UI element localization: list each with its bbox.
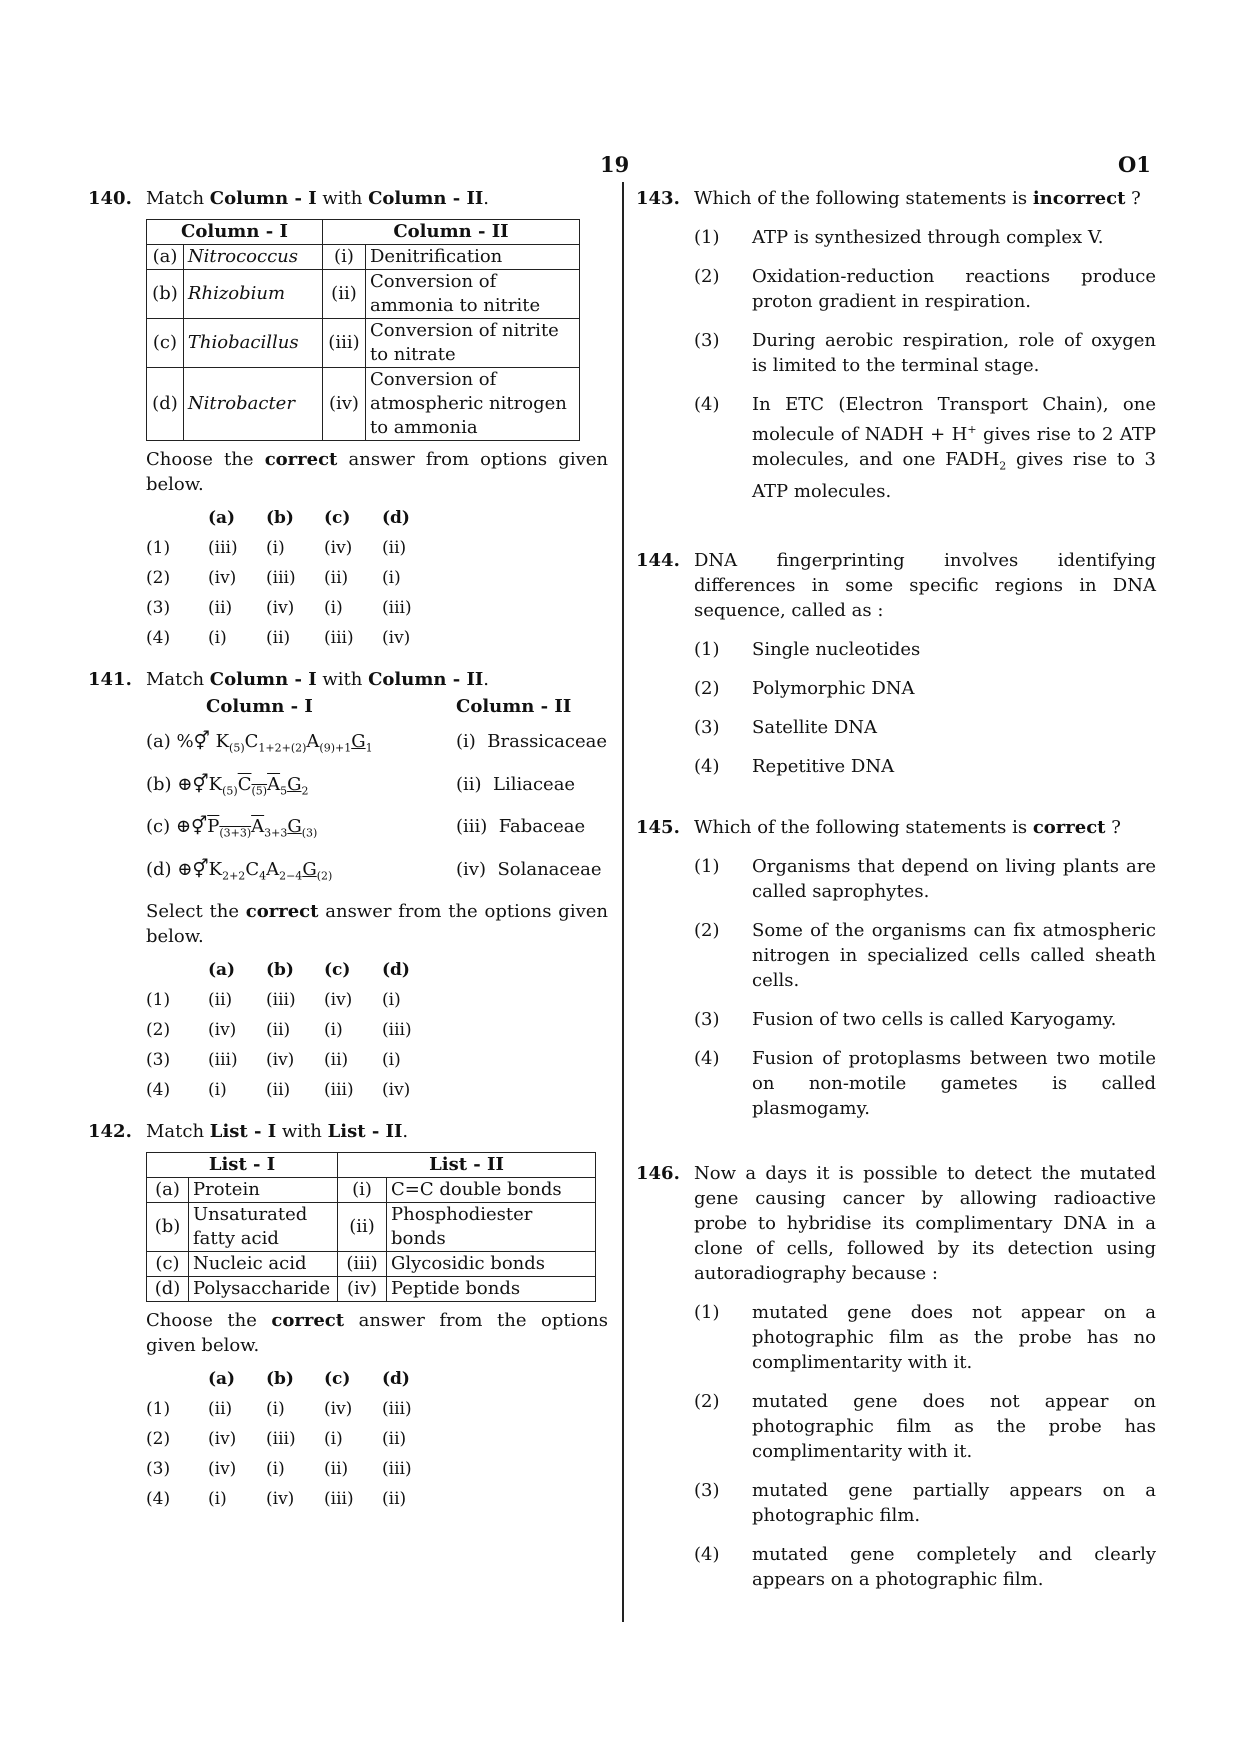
answer-option[interactable]: (3) Satellite DNA	[694, 716, 878, 738]
answer-option[interactable]: (1) Organisms that depend on living plants are called saprophytes.	[694, 855, 1156, 902]
table-row: (c) Thiobacillus (iii) Conversion of nitrite to nitrate	[147, 319, 580, 368]
list-item: (d) $\oplus⚥K_{2+2}C_4A_{2-4}G_{(2)}$ (iv) Solanaceae	[146, 857, 608, 890]
question-number: 143.	[636, 188, 680, 209]
question-143	[636, 186, 1156, 504]
instruction: Choose the correct answer from the options given below.	[146, 1310, 608, 1357]
list-item: (c) $\oplus⚥P_{(3+3)}A_{3+3}G_{(3)}$ (iii) Fabaceae	[146, 814, 608, 847]
answer-option[interactable]: (4) Fusion of protoplasms between two motile on non-motile gametes is called plasmogamy.	[694, 1047, 1156, 1119]
question-number: 145.	[636, 816, 680, 838]
table-row: (d) Nitrobacter (iv) Conversion of atmospheric nitrogen to ammonia	[147, 368, 580, 441]
table-row: (a) Nitrococcus (i) Denitrification	[147, 245, 580, 270]
answer-option[interactable]: (1) mutated gene does not appear on a photographic film as the probe has no complimentarity with it.	[694, 1301, 1156, 1373]
answer-option[interactable]: (2) mutated gene does not appear on photographic film as the probe has complimentarity with it.	[694, 1390, 1156, 1462]
answer-option[interactable]: (2) (iv) (iii) (i) (ii)	[146, 1428, 407, 1449]
answer-grid: (a) (b) (c) (d) (1) (ii) (i) (iv) (iii) (2) (iv) (iii) (i) (ii) (3) (iv) (i) (ii) (iii) (4) (i) (iv) (iii) (ii)	[146, 1364, 608, 1514]
answer-option[interactable]: (4) (i) (ii) (iii) (iv)	[146, 1079, 411, 1100]
answer-option[interactable]: (3) During aerobic respiration, role of oxygen is limited to the terminal stage.	[694, 330, 1156, 376]
list-item: (a) %⚥ $K_{(5)}C_{1+2+(2)}A_{(9)+1}G_1$ (i) Brassicaceae	[146, 729, 608, 762]
question-142	[88, 1119, 608, 1514]
question-145	[636, 815, 1156, 1121]
answer-option[interactable]: (3) mutated gene partially appears on a photographic film.	[694, 1479, 1156, 1526]
answer-option[interactable]: (1) (ii) (i) (iv) (iii)	[146, 1398, 412, 1419]
answer-option[interactable]: (4) (i) (iv) (iii) (ii)	[146, 1488, 407, 1509]
question-stem: Match Column - I with Column - II.	[146, 188, 490, 209]
answer-option[interactable]: (4) In ETC (Electron Transport Chain), one molecule of NADH + H+ gives rise to 2 ATP molecules, and one $FADH_2$ gives rise to 3 ATP molecules.	[694, 394, 1157, 502]
answer-option[interactable]: (2) (iv) (ii) (i) (iii)	[146, 1019, 412, 1040]
table-row: (b) Rhizobium (ii) Conversion of ammonia to nitrite	[147, 270, 580, 319]
match-table: List - I List - II (a) Protein (i) C=C double bonds (b) Unsaturated fatty acid (ii) Phosphodiester bonds (c) Nucleic acid (iii) Glycosidic bonds (d) Polysaccharide (iv) Peptide bonds	[146, 1152, 596, 1302]
question-stem: Which of the following statements is correct ?	[694, 816, 1121, 838]
answer-option[interactable]: (1) Single nucleotides	[694, 638, 921, 660]
question-144	[636, 548, 1156, 779]
question-stem: DNA fingerprinting involves identifying differences in some specific regions in DNA sequence, called as :	[694, 549, 1156, 621]
match-table: Column - I Column - II (a) Nitrococcus (i) Denitrification (b) Rhizobium (ii) Conversion of ammonia to nitrite (c) Thiobacillus (iii) Conversion of nitrite to nitrate (d) Nitrobacter (iv) Conversion of atmospheric nitrogen to ammonia	[146, 219, 580, 441]
instruction: Select the correct answer from the options given below.	[146, 901, 608, 948]
instruction: Choose the correct answer from options given below.	[146, 449, 608, 495]
question-number: 140.	[88, 188, 132, 209]
answer-option[interactable]: (2) Some of the organisms can fix atmospheric nitrogen in specialized cells called sheath cells.	[694, 919, 1156, 991]
floral-formula-c: (c) $\oplus⚥P_{(3+3)}A_{3+3}G_{(3)}$	[146, 816, 318, 840]
question-146	[636, 1161, 1156, 1592]
question-number: 144.	[636, 549, 680, 571]
right-column	[636, 186, 1156, 1606]
question-number: 142.	[88, 1121, 132, 1143]
list-item: (b) $\oplus⚥K_{(5)}C_{(5)}A_5G_2$ (ii) Liliaceae	[146, 772, 608, 805]
answer-option[interactable]: (1) ATP is synthesized through complex V.	[694, 227, 1104, 248]
answer-option[interactable]: (3) (iii) (iv) (ii) (i)	[146, 1049, 401, 1070]
answer-grid: (a) (b) (c) (d) (1) (iii) (i) (iv) (ii) (2) (iv) (iii) (ii) (i) (3) (ii) (iv) (i) (iii) (4) (i) (ii) (iii) (iv)	[146, 503, 608, 653]
question-stem: Which of the following statements is incorrect ?	[694, 188, 1141, 209]
answer-option[interactable]: (4) (i) (ii) (iii) (iv)	[146, 627, 411, 648]
question-141	[88, 667, 608, 1105]
question-number: 141.	[88, 669, 132, 690]
floral-formula-a: (a) %⚥ $K_{(5)}C_{1+2+(2)}A_{(9)+1}G_1$	[146, 731, 373, 755]
table-row: (c) Nucleic acid (iii) Glycosidic bonds	[147, 1252, 596, 1277]
column-headers: Column - I Column - II	[206, 696, 572, 717]
answer-option[interactable]: (2) (iv) (iii) (ii) (i)	[146, 567, 401, 588]
floral-formula-d: (d) $\oplus⚥K_{2+2}C_4A_{2-4}G_{(2)}$	[146, 858, 333, 883]
table-row: (b) Unsaturated fatty acid (ii) Phosphodiester bonds	[147, 1203, 596, 1252]
question-stem: Match Column - I with Column - II.	[146, 669, 490, 690]
answer-grid: (a) (b) (c) (d) (1) (ii) (iii) (iv) (i) (2) (iv) (ii) (i) (iii) (3) (iii) (iv) (ii) (i) (4) (i) (ii) (iii) (iv)	[146, 955, 608, 1105]
answer-option[interactable]: (1) (iii) (i) (iv) (ii)	[146, 537, 407, 558]
answer-option[interactable]: (2) Oxidation-reduction reactions produce proton gradient in respiration.	[694, 266, 1156, 312]
paper-code: O1	[1118, 152, 1151, 177]
page-number: 19	[600, 152, 630, 177]
answer-option[interactable]: (3) (iv) (i) (ii) (iii)	[146, 1458, 412, 1479]
table-row: (a) Protein (i) C=C double bonds	[147, 1178, 596, 1203]
answer-option[interactable]: (1) (ii) (iii) (iv) (i)	[146, 989, 401, 1010]
answer-option[interactable]: (3) (ii) (iv) (i) (iii)	[146, 597, 412, 618]
table-row: (d) Polysaccharide (iv) Peptide bonds	[147, 1277, 596, 1302]
answer-option[interactable]: (3) Fusion of two cells is called Karyogamy.	[694, 1008, 1117, 1030]
answer-option[interactable]: (2) Polymorphic DNA	[694, 677, 915, 699]
answer-option[interactable]: (4) mutated gene completely and clearly appears on a photographic film.	[694, 1543, 1156, 1590]
left-column	[88, 186, 608, 1514]
answer-option[interactable]: (4) Repetitive DNA	[694, 755, 895, 777]
question-stem: Now a days it is possible to detect the mutated gene causing cancer by allowing radioactive probe to hybridise its complimentary DNA in a clone of cells, followed by its detection using autoradiography because :	[694, 1162, 1156, 1284]
column-divider	[622, 182, 624, 1622]
question-140	[88, 186, 608, 653]
question-stem: Match List - I with List - II.	[146, 1121, 409, 1143]
floral-formula-b: (b) $\oplus⚥K_{(5)}C_{(5)}A_5G_2$	[146, 773, 309, 798]
question-number: 146.	[636, 1162, 680, 1184]
